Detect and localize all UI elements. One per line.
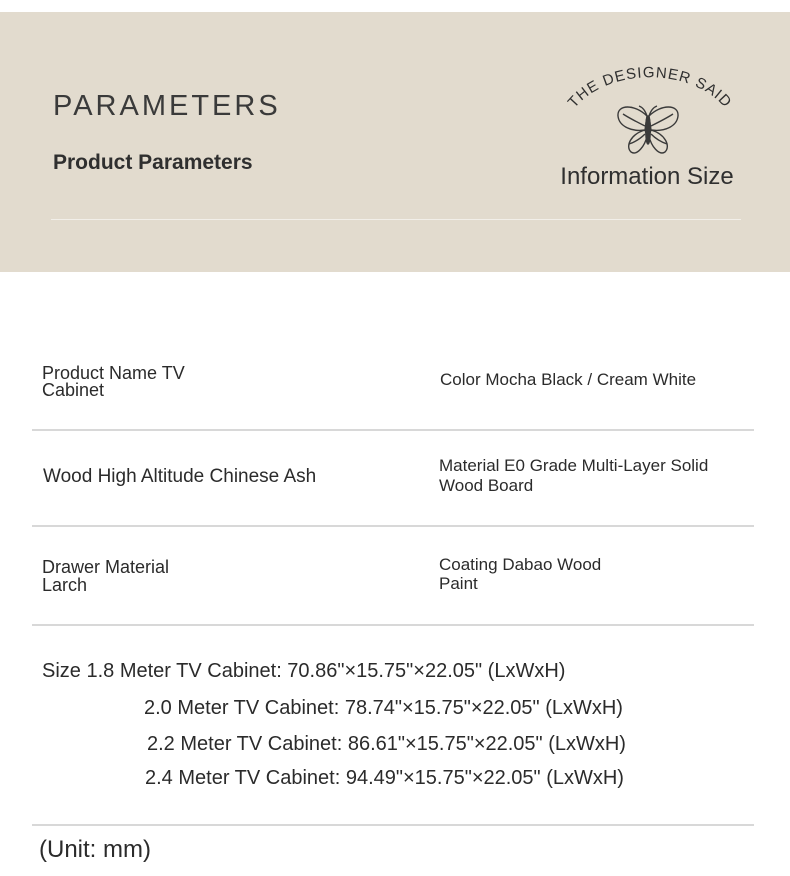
size-line: 2.2 Meter TV Cabinet: 86.61"×15.75"×22.05" (LxWxH) bbox=[147, 733, 626, 755]
badge-arc bbox=[556, 60, 746, 160]
spec-color: Color Mocha Black / Cream White bbox=[440, 370, 697, 389]
spec-coating-line2: Paint bbox=[439, 574, 478, 593]
spec-product-name-line2: Cabinet bbox=[42, 380, 105, 400]
row-divider bbox=[32, 824, 754, 826]
spec-coating-line1: Coating Dabao Wood bbox=[439, 555, 602, 574]
spec-material-line2: Wood Board bbox=[439, 476, 534, 495]
butterfly-icon bbox=[618, 106, 678, 153]
size-line: 2.0 Meter TV Cabinet: 78.74"×15.75"×22.05" (LxWxH) bbox=[144, 697, 623, 719]
size-line: Size 1.8 Meter TV Cabinet: 70.86"×15.75"×22.05" (LxWxH) bbox=[42, 660, 566, 682]
spec-material bbox=[439, 456, 708, 496]
page-title: PARAMETERS bbox=[53, 90, 281, 122]
row-divider bbox=[32, 525, 754, 527]
spec-product-name-line1: Product Name TV bbox=[42, 363, 185, 383]
spec-wood: Wood High Altitude Chinese Ash bbox=[43, 466, 317, 487]
spec-product-name bbox=[42, 365, 185, 399]
unit-note: (Unit: mm) bbox=[39, 836, 151, 863]
spec-material-line1: Material E0 Grade Multi-Layer Solid bbox=[439, 456, 709, 475]
badge-caption: Information Size bbox=[560, 163, 734, 190]
row-divider bbox=[32, 429, 754, 431]
header-divider bbox=[51, 219, 741, 220]
designer-badge bbox=[556, 60, 746, 200]
spec-drawer-material bbox=[42, 558, 169, 594]
spec-drawer-material-line1: Drawer Material bbox=[42, 557, 170, 577]
size-line: 2.4 Meter TV Cabinet: 94.49"×15.75"×22.05" (LxWxH) bbox=[145, 767, 624, 789]
header-banner bbox=[0, 12, 790, 272]
badge-arc-text: THE DESIGNER SAID bbox=[564, 64, 736, 112]
svg-text:THE DESIGNER SAID bbox=[565, 64, 735, 111]
spec-drawer-material-line2: Larch bbox=[42, 575, 88, 595]
spec-coating bbox=[439, 555, 601, 593]
row-divider bbox=[32, 624, 754, 626]
page-subtitle: Product Parameters bbox=[53, 151, 253, 174]
